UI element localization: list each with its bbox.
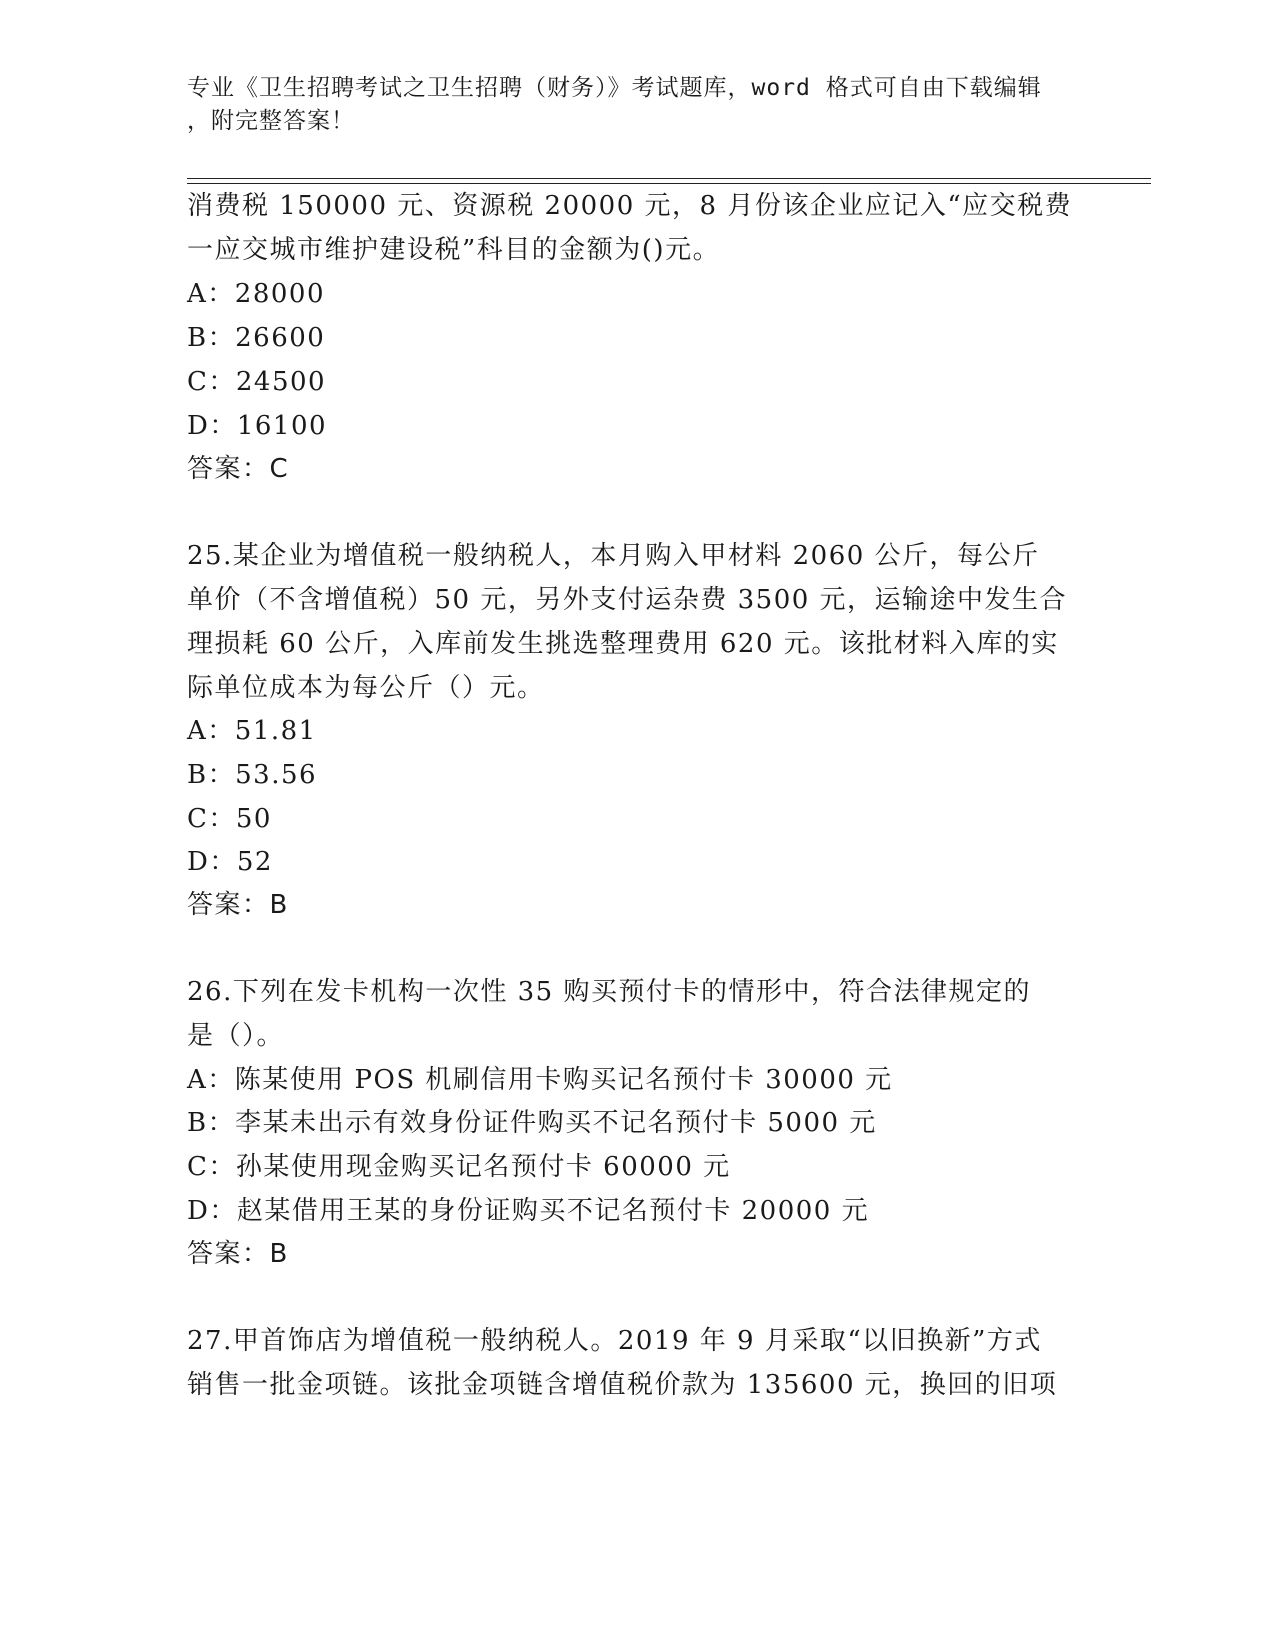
header-line-2: ，附完整答案！ <box>187 108 355 134</box>
q26-option-d: D：赵某借用王某的身份证购买不记名预付卡 20000 元 <box>187 1196 870 1226</box>
q24-option-a: A：28000 <box>187 279 325 309</box>
q25-text-line-4: 际单位成本为每公斤（）元。 <box>187 673 545 703</box>
q25-text-line-1: 25.某企业为增值税一般纳税人，本月购入甲材料 2060 公斤，每公斤 <box>187 541 1040 571</box>
q26-option-a: A：陈某使用 POS 机刷信用卡购买记名预付卡 30000 元 <box>187 1065 893 1095</box>
q24-answer: 答案：C <box>187 454 290 484</box>
q25-option-a: A：51.81 <box>187 716 317 746</box>
q26-option-c: C：孙某使用现金购买记名预付卡 60000 元 <box>187 1152 731 1182</box>
q25-answer: 答案：B <box>187 890 289 920</box>
q25-option-b: B：53.56 <box>187 760 318 790</box>
header-divider-bottom <box>187 183 1151 184</box>
q26-option-b: B：李某未出示有效身份证件购买不记名预付卡 5000 元 <box>187 1108 877 1138</box>
q25-text-line-2: 单价（不含增值税）50 元，另外支付运杂费 3500 元，运输途中发生合 <box>187 585 1068 615</box>
q24-option-d: D：16100 <box>187 411 328 441</box>
q24-text-line-1: 消费税 150000 元、资源税 20000 元，8 月份该企业应记入“应交税费 <box>187 191 1073 221</box>
q24-text-line-2: 一应交城市维护建设税”科目的金额为()元。 <box>187 235 721 265</box>
q26-text-line-1: 26.下列在发卡机构一次性 35 购买预付卡的情形中，符合法律规定的 <box>187 977 1031 1007</box>
q25-option-c: C：50 <box>187 804 272 834</box>
q26-text-line-2: 是（）。 <box>187 1021 285 1051</box>
q24-option-b: B：26600 <box>187 323 326 353</box>
q26-answer: 答案：B <box>187 1239 289 1269</box>
document-header <box>187 72 1077 138</box>
header-line-1: 专业《卫生招聘考试之卫生招聘（财务）》考试题库，word 格式可自由下载编辑 <box>187 75 1042 101</box>
q25-option-d: D：52 <box>187 847 273 877</box>
q27-text-line-1: 27.甲首饰店为增值税一般纳税人。2019 年 9 月采取“以旧换新”方式 <box>187 1326 1042 1356</box>
q24-option-c: C：24500 <box>187 367 327 397</box>
header-divider-top <box>187 178 1151 179</box>
q25-text-line-3: 理损耗 60 公斤，入库前发生挑选整理费用 620 元。该批材料入库的实 <box>187 629 1059 659</box>
q27-text-line-2: 销售一批金项链。该批金项链含增值税价款为 135600 元，换回的旧项 <box>187 1370 1058 1400</box>
